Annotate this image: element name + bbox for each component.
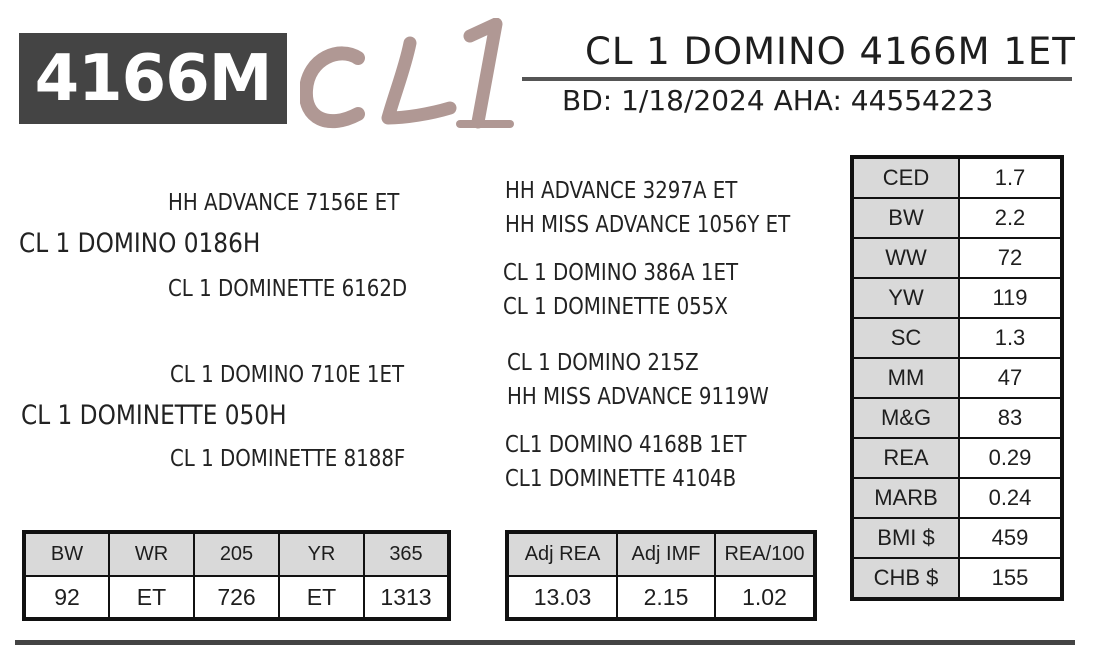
epd-label: M&G (852, 398, 959, 438)
birth-date-registration: BD: 1/18/2024 AHA: 44554223 (562, 84, 994, 117)
epd-value: 2.2 (959, 198, 1062, 238)
perf-header: YR (279, 532, 364, 576)
epd-row (852, 438, 1062, 478)
carcass-header: Adj IMF (617, 532, 715, 576)
cl1-logo (300, 18, 525, 138)
perf-header: 365 (364, 532, 449, 576)
carcass-value: 2.15 (617, 576, 715, 619)
epd-row (852, 278, 1062, 318)
epd-value: 83 (959, 398, 1062, 438)
ggp-2: HH MISS ADVANCE 1056Y ET (505, 212, 791, 238)
ggp-1: HH ADVANCE 3297A ET (505, 178, 738, 204)
epd-value: 155 (959, 558, 1062, 599)
epd-value: 47 (959, 358, 1062, 398)
epd-row (852, 518, 1062, 558)
epd-row (852, 478, 1062, 518)
epd-label: REA (852, 438, 959, 478)
perf-header: 205 (194, 532, 279, 576)
epd-row (852, 358, 1062, 398)
epd-value: 0.29 (959, 438, 1062, 478)
epd-row (852, 157, 1062, 198)
epd-table (850, 155, 1064, 601)
epd-value: 1.7 (959, 157, 1062, 198)
epd-label: BW (852, 198, 959, 238)
header-divider (522, 77, 1072, 81)
animal-full-name: CL 1 DOMINO 4166M 1ET (585, 30, 1076, 73)
epd-value: 0.24 (959, 478, 1062, 518)
epd-row (852, 198, 1062, 238)
sire: CL 1 DOMINO 0186H (19, 228, 261, 259)
sire-sire: HH ADVANCE 7156E ET (168, 190, 400, 216)
ggp-4: CL 1 DOMINETTE 055X (503, 294, 728, 320)
ggp-5: CL 1 DOMINO 215Z (507, 350, 699, 376)
epd-label: CED (852, 157, 959, 198)
carcass-value: 13.03 (507, 576, 617, 619)
animal-id-badge: 4166M (19, 33, 287, 124)
carcass-header: REA/100 (715, 532, 815, 576)
dam: CL 1 DOMINETTE 050H (21, 400, 287, 431)
epd-value: 1.3 (959, 318, 1062, 358)
epd-label: SC (852, 318, 959, 358)
epd-value: 72 (959, 238, 1062, 278)
epd-label: MARB (852, 478, 959, 518)
perf-value: 92 (24, 576, 109, 619)
dam-sire: CL 1 DOMINO 710E 1ET (170, 362, 405, 388)
footer-divider (15, 640, 1075, 645)
perf-header: WR (109, 532, 194, 576)
epd-row (852, 318, 1062, 358)
ggp-8: CL1 DOMINETTE 4104B (505, 466, 737, 492)
epd-label: YW (852, 278, 959, 318)
epd-value: 459 (959, 518, 1062, 558)
perf-value: 1313 (364, 576, 449, 619)
epd-label: BMI $ (852, 518, 959, 558)
carcass-value: 1.02 (715, 576, 815, 619)
epd-label: CHB $ (852, 558, 959, 599)
sire-dam: CL 1 DOMINETTE 6162D (168, 276, 408, 302)
epd-row (852, 238, 1062, 278)
carcass-table (505, 530, 817, 621)
perf-value: ET (109, 576, 194, 619)
ggp-3: CL 1 DOMINO 386A 1ET (503, 260, 739, 286)
ggp-6: HH MISS ADVANCE 9119W (507, 384, 769, 410)
epd-label: MM (852, 358, 959, 398)
perf-header: BW (24, 532, 109, 576)
epd-label: WW (852, 238, 959, 278)
epd-value: 119 (959, 278, 1062, 318)
carcass-header: Adj REA (507, 532, 617, 576)
epd-row (852, 558, 1062, 599)
perf-value: 726 (194, 576, 279, 619)
dam-dam: CL 1 DOMINETTE 8188F (170, 446, 406, 472)
ggp-7: CL1 DOMINO 4168B 1ET (505, 432, 747, 458)
performance-table (22, 530, 451, 621)
epd-row (852, 398, 1062, 438)
perf-value: ET (279, 576, 364, 619)
